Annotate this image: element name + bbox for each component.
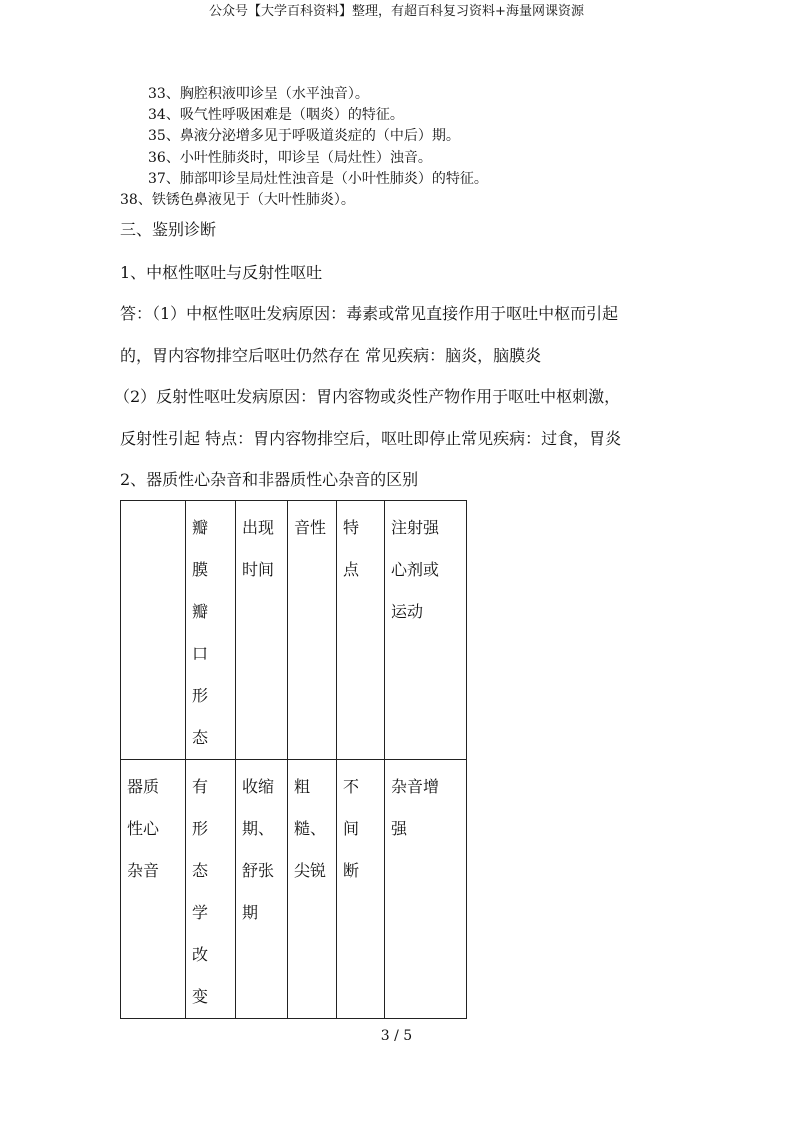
- cell-text: 不: [343, 777, 360, 796]
- list-item: 33、胸腔积液叩诊呈（水平浊音）。: [148, 86, 369, 102]
- cell-text: 形: [192, 686, 209, 705]
- page-header: 公众号【大学百科资料】整理，有超百科复习资料+海量网课资源: [209, 4, 584, 19]
- table-cell: [385, 760, 467, 1019]
- cell-text: 态: [192, 861, 209, 880]
- cell-text: 口: [192, 644, 209, 663]
- section-title: 三、鉴别诊断: [120, 220, 217, 239]
- cell-text: 形: [192, 819, 209, 838]
- cell-text: 收缩: [242, 777, 275, 796]
- cell-text: 断: [343, 861, 360, 880]
- table-header-cell: [121, 501, 186, 760]
- cell-text: 糙、: [294, 819, 327, 838]
- cell-text: 态: [192, 728, 209, 747]
- cell-text: 杂音增: [391, 777, 440, 796]
- table-cell: [236, 760, 288, 1019]
- cell-text: 运动: [391, 602, 424, 621]
- cell-text: 杂音: [127, 861, 160, 880]
- table-cell: [337, 760, 385, 1019]
- cell-text: 期: [242, 903, 259, 922]
- list-item: 36、小叶性肺炎时，叩诊呈（局灶性）浊音。: [148, 149, 432, 166]
- table-cell: [288, 760, 337, 1019]
- cell-text: 瓣: [192, 602, 209, 621]
- numbered-list: [120, 84, 488, 211]
- cell-text: 时间: [242, 560, 275, 579]
- cell-text: 性心: [127, 819, 160, 838]
- table-row: [121, 760, 467, 1019]
- answer-line: 反射性引起 特点：胃内容物排空后，呕吐即停止常见疾病：过食，胃炎: [120, 429, 622, 448]
- cell-text: 改: [192, 945, 209, 964]
- cell-text: 瓣: [192, 518, 209, 537]
- table-header-cell: [337, 501, 385, 760]
- table-header-cell: [236, 501, 288, 760]
- question-1-title: 1、中枢性呕吐与反射性呕吐: [120, 263, 323, 282]
- cell-text: 出现: [242, 518, 275, 537]
- question-2-title: 2、器质性心杂音和非器质性心杂音的区别: [120, 470, 419, 489]
- table-header-cell: [288, 501, 337, 760]
- table-header-cell: [186, 501, 236, 760]
- cell-text: 音性: [294, 518, 327, 537]
- list-item: 34、吸气性呼吸困难是（咽炎）的特征。: [148, 107, 404, 124]
- page-number: 3 / 5: [380, 1028, 413, 1044]
- cell-text: 特: [343, 518, 360, 537]
- cell-text: 点: [343, 560, 360, 579]
- list-item: 35、鼻液分泌增多见于呼吸道炎症的（中后）期。: [148, 128, 460, 145]
- table-cell: [121, 760, 186, 1019]
- answer-line: （2）反射性呕吐发病原因：胃内容物或炎性产物作用于呕吐中枢刺激，: [114, 387, 621, 406]
- list-item: 37、肺部叩诊呈局灶性浊音是（小叶性肺炎）的特征。: [148, 170, 488, 187]
- cell-text: 尖锐: [294, 861, 327, 880]
- comparison-table: [120, 500, 467, 1019]
- cell-text: 器质: [127, 777, 160, 796]
- table-header-cell: [385, 501, 467, 760]
- table-header-row: [121, 501, 467, 760]
- cell-text: 变: [192, 987, 209, 1006]
- list-item: 38、铁锈色鼻液见于（大叶性肺炎）。: [120, 191, 355, 208]
- answer-line: 答：（1）中枢性呕吐发病原因：毒素或常见直接作用于呕吐中枢而引起: [120, 304, 619, 323]
- cell-text: 期、: [242, 819, 275, 838]
- cell-text: 注射强: [391, 518, 440, 537]
- cell-text: 舒张: [242, 861, 275, 880]
- cell-text: 间: [343, 819, 360, 838]
- cell-text: 粗: [294, 777, 311, 796]
- cell-text: 膜: [192, 560, 209, 579]
- cell-text: 学: [192, 903, 209, 922]
- table-cell: [186, 760, 236, 1019]
- cell-text: 有: [192, 777, 209, 796]
- cell-text: 强: [391, 819, 408, 838]
- cell-text: 心剂或: [391, 560, 440, 579]
- answer-line: 的，胃内容物排空后呕吐仍然存在 常见疾病：脑炎，脑膜炎: [120, 346, 542, 365]
